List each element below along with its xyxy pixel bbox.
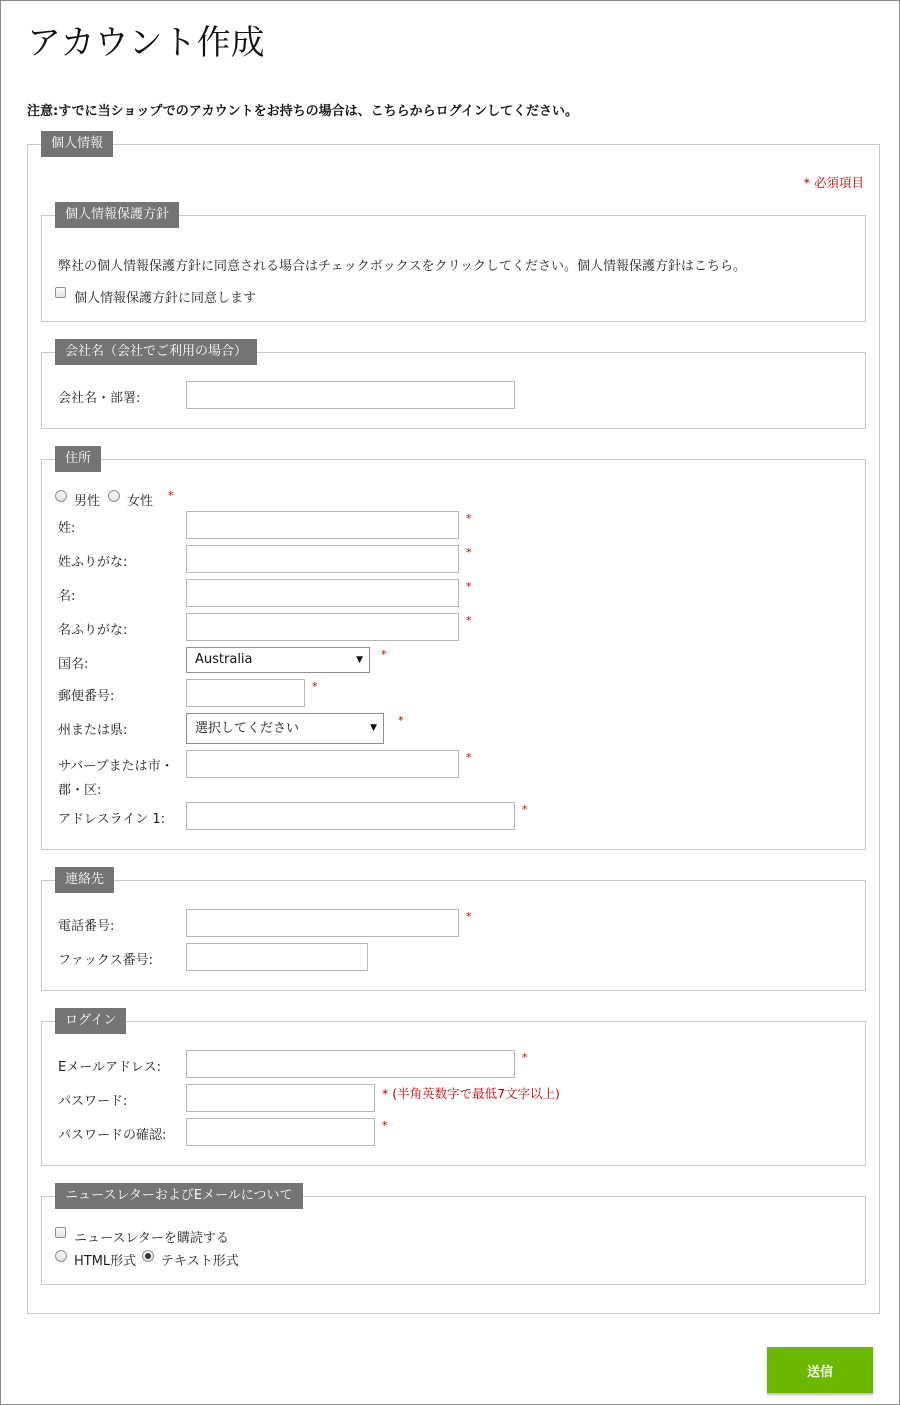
suburb-label-line1: サバーブまたは市・ bbox=[58, 759, 174, 774]
format-html-label: HTML形式 bbox=[74, 1254, 137, 1269]
gender-female-label: 女性 bbox=[127, 494, 154, 509]
password-confirm-label: パスワードの確認: bbox=[58, 1128, 167, 1143]
required-star: * bbox=[522, 1051, 528, 1064]
privacy-legend: 個人情報保護方針 bbox=[55, 202, 179, 228]
last-name-input[interactable] bbox=[186, 511, 459, 539]
company-label: 会社名・部署: bbox=[58, 391, 141, 406]
suburb-input[interactable] bbox=[186, 750, 459, 778]
required-star: * bbox=[466, 910, 472, 923]
last-name-kana-input[interactable] bbox=[186, 545, 459, 573]
required-star: * bbox=[312, 680, 318, 693]
privacy-text: 弊社の個人情報保護方針に同意される場合はチェックボックスをクリックしてください。個人情報保護方針はこちら。 bbox=[58, 259, 746, 274]
email-label: Eメールアドレス: bbox=[58, 1060, 161, 1075]
gender-male-label: 男性 bbox=[74, 494, 101, 509]
country-label: 国名: bbox=[58, 657, 89, 672]
state-select[interactable] bbox=[186, 713, 384, 744]
address-legend: 住所 bbox=[55, 446, 101, 472]
password-label: パスワード: bbox=[58, 1094, 128, 1109]
newsletter-subscribe-label: ニュースレターを購読する bbox=[74, 1231, 229, 1246]
phone-label: 電話番号: bbox=[58, 919, 115, 934]
format-text-radio[interactable] bbox=[142, 1250, 154, 1262]
format-text-label: テキスト形式 bbox=[161, 1254, 239, 1269]
country-select-value: Australia bbox=[195, 652, 253, 667]
personal-info-legend: 個人情報 bbox=[41, 131, 113, 157]
phone-input[interactable] bbox=[186, 909, 459, 937]
chevron-down-icon: ▼ bbox=[356, 655, 363, 665]
login-legend: ログイン bbox=[55, 1008, 126, 1034]
first-name-label: 名: bbox=[58, 589, 76, 604]
newsletter-legend: ニュースレターおよびEメールについて bbox=[55, 1183, 303, 1209]
state-select-value: 選択してください bbox=[195, 721, 300, 736]
required-star: * bbox=[466, 512, 472, 525]
last-name-kana-label: 姓ふりがな: bbox=[58, 555, 128, 570]
required-note: * 必須項目 bbox=[803, 175, 864, 190]
state-label: 州または県: bbox=[58, 723, 128, 738]
fax-label: ファックス番号: bbox=[58, 953, 153, 968]
postcode-input[interactable] bbox=[186, 679, 305, 707]
company-input[interactable] bbox=[186, 381, 515, 409]
required-star: * bbox=[381, 648, 387, 661]
country-select[interactable] bbox=[186, 647, 370, 673]
postcode-label: 郵便番号: bbox=[58, 689, 115, 704]
required-star: * bbox=[466, 751, 472, 764]
address1-input[interactable] bbox=[186, 802, 515, 830]
privacy-agree-checkbox[interactable] bbox=[55, 287, 66, 298]
required-star: * bbox=[466, 546, 472, 559]
password-confirm-input[interactable] bbox=[186, 1118, 375, 1146]
required-star: * bbox=[466, 580, 472, 593]
suburb-label-line2: 郡・区: bbox=[58, 783, 102, 798]
fax-input[interactable] bbox=[186, 943, 368, 971]
first-name-kana-label: 名ふりがな: bbox=[58, 623, 128, 638]
chevron-down-icon: ▼ bbox=[370, 723, 377, 733]
contact-legend: 連絡先 bbox=[55, 867, 114, 893]
submit-button[interactable]: 送信 bbox=[767, 1347, 873, 1393]
privacy-agree-label: 個人情報保護方針に同意します bbox=[74, 291, 257, 306]
newsletter-subscribe-checkbox[interactable] bbox=[55, 1227, 66, 1238]
password-hint: * (半角英数字で最低7文字以上) bbox=[382, 1086, 560, 1101]
format-html-radio[interactable] bbox=[55, 1250, 67, 1262]
required-star: * bbox=[382, 1119, 388, 1132]
gender-male-radio[interactable] bbox=[55, 490, 67, 502]
last-name-label: 姓: bbox=[58, 521, 76, 536]
first-name-kana-input[interactable] bbox=[186, 613, 459, 641]
gender-female-radio[interactable] bbox=[108, 490, 120, 502]
email-input[interactable] bbox=[186, 1050, 515, 1078]
required-star: * bbox=[168, 489, 174, 502]
address1-label: アドレスライン 1: bbox=[58, 812, 166, 827]
required-star: * bbox=[522, 803, 528, 816]
company-legend: 会社名（会社でご利用の場合） bbox=[55, 339, 257, 365]
required-star: * bbox=[398, 714, 404, 727]
first-name-input[interactable] bbox=[186, 579, 459, 607]
page-title: アカウント作成 bbox=[27, 23, 265, 63]
login-notice[interactable]: 注意:すでに当ショップでのアカウントをお持ちの場合は、こちらからログインしてください。 bbox=[27, 104, 578, 119]
required-star: * bbox=[466, 614, 472, 627]
password-input[interactable] bbox=[186, 1084, 375, 1112]
